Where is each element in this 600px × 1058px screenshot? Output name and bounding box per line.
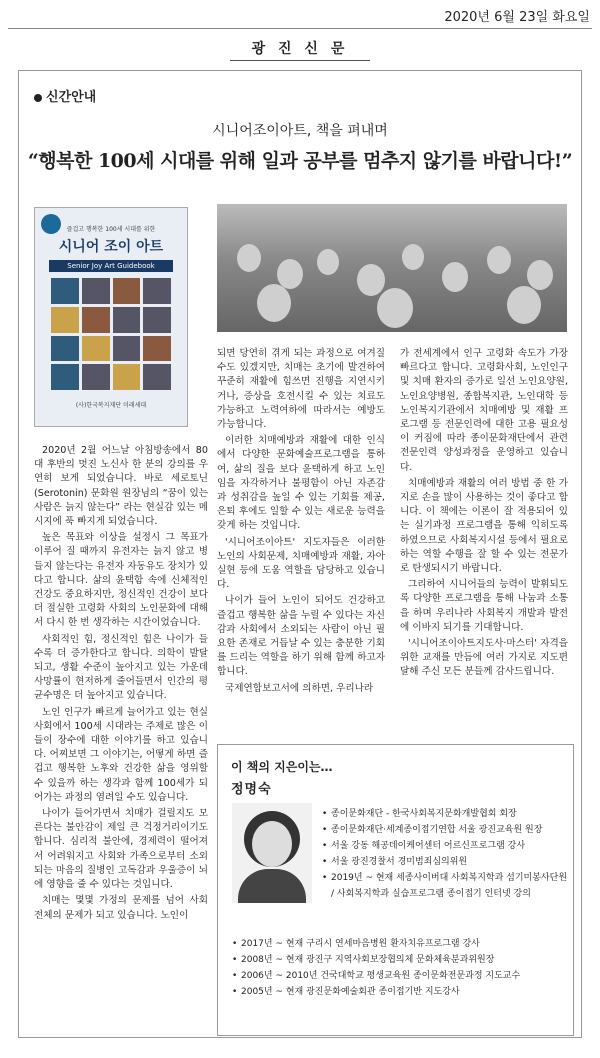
author-roles-list [322,806,568,902]
top-rule [8,28,592,29]
seniors-group-photo [217,204,567,332]
paragraph: 노인 인구가 빠르게 늘어가고 있는 현실 사회에서 100세 시대라는 주제로 많은 이들이 장수에 대한 이야기를 하고 있습니다. 어찌보면 그 이야기는, 어떻게 하면 즐겁고 행복한 노후와 건강한 삶을 영위할 수 있을까 하는 생각과 함께 100세가 되어가는 과정의 염려일 수도 있습니다. [34,706,208,803]
list-item: • 2017년 ~ 현재 구리시 연세마음병원 환자치유프로그램 강사 [232,936,568,952]
paragraph: 국제연합보고서에 의하면, 우리나라 [225,682,374,694]
author-portrait [232,803,312,903]
book-cover-publisher: (사)한국복지재단 미래세대 [75,402,147,409]
paragraph: 가 전세계에서 인구 고령화 속도가 가장 빠르다고 합니다. 고령화사회, 노인인구 및 치매 환자의 증가로 일선 노인요양원, 노인요양병원, 종합복지관, 노인대학 등 노인복지기관에서 치매예방 및 재활 프로그램 등 전문인력에 대한 고용 필요성이 커짐에 따라 종이문화재단에서 관련 전문인력 양성과정을 운영하고 있습니다. [400,348,568,473]
issue-date: 2020년 6월 23일 화요일 [444,10,590,25]
book-cover-artwork-grid [51,278,171,390]
author-career-list [232,936,568,1000]
paragraph: 치매는 몇몇 가정의 문제를 넘어 사회 전체의 문제가 되고 있습니다. 노인이 [34,895,208,921]
article-subtitle: 시니어조이아트, 책을 펴내며 [212,123,388,139]
paragraph: 2020년 2월 어느날 아침방송에서 80대 후반의 멋진 노신사 한 분의 강의를 우연히 보게 되었습니다. 바로 세로토닌(Serotonin) 문화원 원장님의 “꿈이 있는 사람은 늙지 않는다” 라는 현실감 있는 메시지에 푹 빠지게 되었습니다. [34,445,208,528]
list-item: • 서울 광진경찰서 경미범죄심의위원 [322,854,568,870]
article-headline: “행복한 100세 시대를 위해 일과 공부를 멈추지 않기를 바랍니다!” [27,150,573,172]
list-item: • 종이문화재단·세계종이접기연합 서울 광진교육원 원장 [322,822,568,838]
newspaper-name: 광 진 신 문 [251,41,349,57]
bullet-dot-icon [34,94,42,102]
section-label [34,86,96,105]
paragraph: 되면 당연히 겪게 되는 과정으로 여겨질 수도 있겠지만, 치매는 초기에 발견하여 꾸준히 재활에 힘쓰면 진행을 지연시키거나, 증상을 호전시킬 수 있는 치료도 가능하고 노력여하에 따라서는 예방도 가능합니다. [217,348,385,431]
book-cover-tagline: 즐겁고 행복한 100세 시대를 위한 [66,226,156,233]
book-cover-image [34,207,188,427]
book-cover-title: 시니어 조이 아트 [58,239,164,255]
list-item: • 서울 강동 해공데이케어센터 어르신프로그램 강사 [322,838,568,854]
list-item: • 2019년 ~ 현재 세종사이버대 사회복지학과 섬기미봉사단원 / 사회복지학과 실습프로그램 종이접기 인터넷 강의 [322,870,568,902]
list-item: • 2006년 ~ 2010년 건국대학교 평생교육원 종이문화전문과정 지도교수 [232,968,568,984]
paper-name-underline [230,60,370,61]
paragraph: 그리하여 시니어들의 능력이 발휘되도록 다양한 프로그램을 통해 나눔과 소통을 하며 우리나라 사회복지 개발과 발전에 이바지 되기를 기대합니다. [400,579,568,633]
article-column-1 [34,444,208,925]
paragraph: 나이가 들어가면서 치매가 걸릴지도 모른다는 불안감이 제일 큰 걱정거리이기도 합니다. 심리적 불안에, 경제력이 떨어져서 어려워지고 사회와 가족으로부터 소외되는 마음의 질병인 고독감과 우울증이 뇌에 영향을 줄 수 있다는 것입니다. [34,808,208,891]
list-item: • 2005년 ~ 현재 광진문화예술회관 종이접기반 지도강사 [232,984,568,1000]
list-item: • 종이문화재단 - 한국사회복지문화개발협회 회장 [322,806,568,822]
paragraph: '시니어조이아트지도사·마스터' 자격을 위한 교재를 만듬에 여러 가지로 지도편달해 주신 모든 분들께 감사드립니다. [400,638,568,678]
paragraph: 사회적인 힘, 정신적인 힘은 나이가 들수록 더 증가한다고 합니다. 의학이 발달되고, 생활 수준이 높아지고 있는 가운데 사망률이 현저하게 줄어들면서 인간의 평균수명은 더 높아지고 있습니다. [34,633,208,702]
paragraph: 나이가 들어 노인이 되어도 건강하고 즐겁고 행복한 삶을 누릴 수 있다는 자신감과 사회에서 소외되는 사람이 아닌 필요한 존재로 거듭날 수 있는 충분한 기회를 드리는 역할을 하기 위해 함께 하고자 합니다. [217,595,385,678]
list-item: • 2008년 ~ 현재 광진구 지역사회보장협의체 문화체육분과위원장 [232,952,568,968]
book-cover-english-title: Senior Joy Art Guidebook [49,260,173,272]
paragraph: 치매예방과 재활의 여러 방법 중 한 가지로 손을 많이 사용하는 것이 좋다고 합니다. 이 책에는 이론이 잘 적용되어 있는 실기과정 프로그램을 통해 익히도록 하였으므로 사회복지시설 등에서 필요로 하는 역할 수행을 잘 할 수 있는 전문가로 탄생되시기 바랍니다. [400,477,568,575]
section-label-text: 신간안내 [46,90,97,105]
author-name: 정명숙 [231,782,272,797]
paragraph: 높은 목표와 이상을 설정시 그 목표가 이루어 질 때까지 유전자는 늙지 않고 병들지 않는다는 유전자 자동유도 장치가 있다고 합니다. 삶의 윤택함 속에 신체적인 건강도 중요하지만, 정신적인 건강이 보다 더 절실한 고령화 사회의 노인문화에 대해서 다시 한 번 생각하는 시간이었습니다. [34,532,208,629]
paragraph: '시니어조이아트' 지도자들은 이러한 노인의 사회문제, 치매예방과 재활, 자아실현 등에 도움 역할을 담당하고 있습니다. [217,536,385,591]
author-box-heading: 이 책의 지은이는… [231,760,333,774]
article-column-3 [400,347,568,682]
paragraph: 이러한 치매예방과 재활에 대한 인식에서 다양한 문화예술프로그램을 통하여, 삶의 질을 보다 윤택하게 하고 노인임을 자각하거나 불평함이 아닌 자존감과 성취감을 높일 수 있는 기회를 제공, 은퇴 후에도 일할 수 있는 새로운 능력을 갖게 하는 것입니다. [217,435,385,532]
article-column-2 [217,347,385,698]
